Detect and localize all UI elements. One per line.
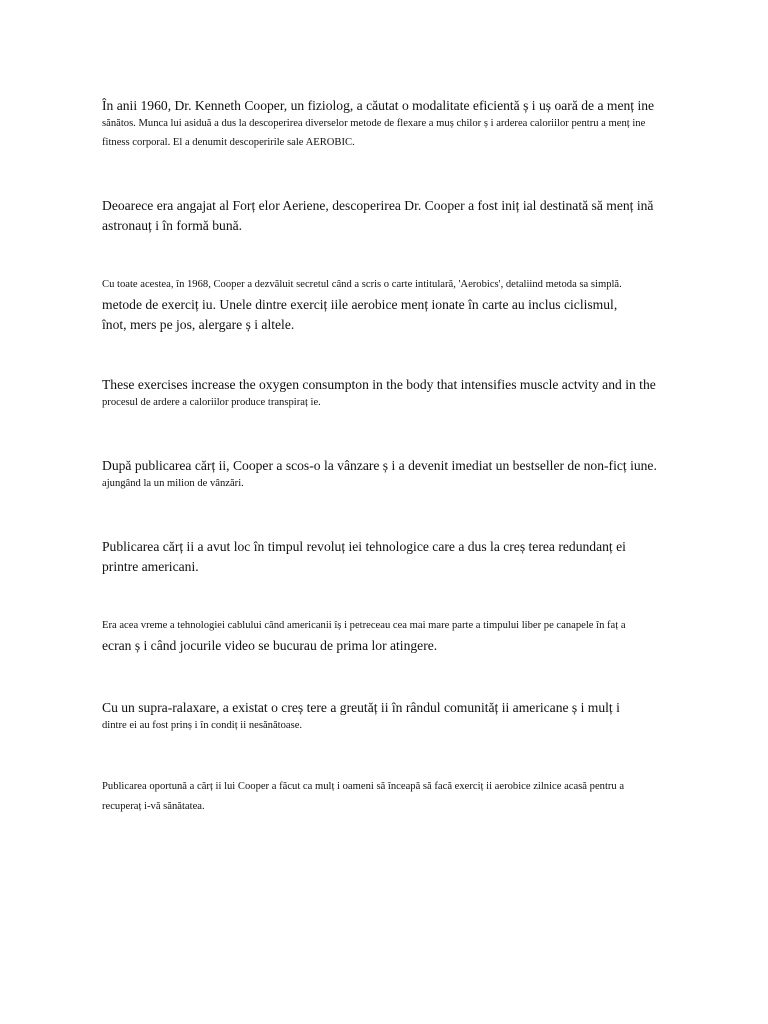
paragraph-line: dintre ei au fost prinș i în condiț ii nesănătoase. (102, 720, 303, 731)
paragraph-line: ecran ș i când jocurile video se bucurau de prima lor atingere. (102, 638, 438, 653)
paragraph-line: ajungând la un milion de vânzări. (102, 478, 244, 489)
paragraph-line: printre americani. (102, 559, 199, 574)
paragraph-line: Publicarea oportună a cărț ii lui Cooper a făcut ca mulț i oameni să înceapă să facă exerciț ii aerobice zilnice acasă pentru a (102, 781, 625, 792)
paragraph-line: Era acea vreme a tehnologiei cablului când americanii îș i petreceau cea mai mare parte a timpului liber pe canapele în faț a (102, 620, 626, 631)
paragraph-line: Deoarece era angajat al Forț elor Aeriene, descoperirea Dr. Cooper a fost iniț ial destinată să menț ină (102, 198, 654, 213)
paragraph-line: În anii 1960, Dr. Kenneth Cooper, un fiziolog, a căutat o modalitate eficientă ș i uș oară de a menț ine (102, 98, 655, 113)
paragraph-line: procesul de ardere a caloriilor produce transpiraț ie. (102, 397, 321, 408)
paragraph-line: După publicarea cărț ii, Cooper a scos-o la vânzare ș i a devenit imediat un bestseller de non-ficț iune. (102, 458, 657, 473)
paragraph-line: Cu un supra-ralaxare, a existat o creș tere a greutăț ii în rândul comunităț ii americane ș i mulț i (102, 700, 620, 715)
paragraph-line: astronauț i în formă bună. (102, 218, 243, 233)
paragraph-line: Cu toate acestea, în 1968, Cooper a dezvăluit secretul când a scris o carte intitulară, 'Aerobics', detaliind metoda sa simplă. (102, 279, 622, 290)
paragraph-line: sănătos. Munca lui asiduă a dus la descoperirea diverselor metode de flexare a muș chilor ș i arderea caloriilor pentru a menț ine (102, 118, 646, 129)
paragraph-line: These exercises increase the oxygen consumpton in the body that intensifies muscle actvity and in the (102, 377, 656, 392)
paragraph-line: metode de exerciț iu. Unele dintre exerciț iile aerobice menț ionate în carte au inclus ciclismul, (102, 297, 618, 312)
paragraph-line: fitness corporal. El a denumit descoperirile sale AEROBIC. (102, 137, 355, 148)
paragraph-line: Publicarea cărț ii a avut loc în timpul revoluț iei tehnologice care a dus la creș terea redundanț ei (102, 539, 626, 554)
paragraph-line: recuperaț i-vă sănătatea. (102, 801, 205, 812)
paragraph-line: înot, mers pe jos, alergare ș i altele. (102, 317, 295, 332)
